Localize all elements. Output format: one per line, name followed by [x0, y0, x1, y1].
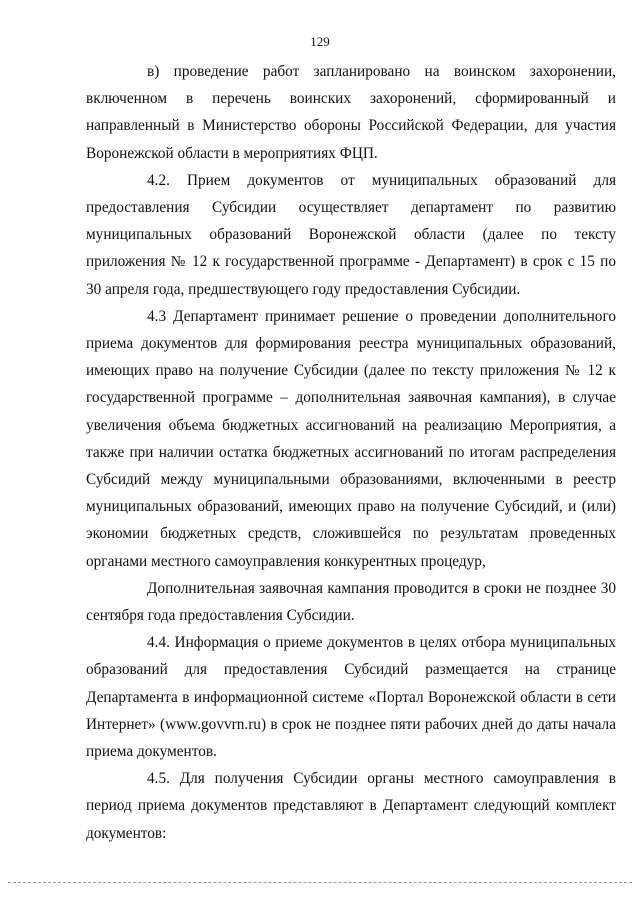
document-body [86, 58, 616, 847]
paragraph-4-4: 4.4. Информация о приеме документов в целях отбора муниципальных образований для предоставления Субсидий размещается на странице Департамента в информационной системе «Портал Воронежской области в сети Интернет» (www.govvrn.ru) в срок не позднее пяти рабочих дней до даты начала приема документов. [86, 634, 616, 761]
paragraph-4-2: 4.2. Прием документов от муниципальных образований для предоставления Субсидии осуществляет департамент по развитию муниципальных образований Воронежской области (далее по тексту приложения № 12 к государственной программе - Департамент) в срок с 15 по 30 апреля года, предшествующего году предоставления Субсидии. [86, 171, 616, 298]
page-number: 129 [310, 34, 330, 49]
footer-divider [8, 882, 632, 883]
paragraph-additional-campaign: Дополнительная заявочная кампания проводится в сроки не позднее 30 сентября года предоставления Субсидии. [86, 579, 616, 625]
paragraph-4-5: 4.5. Для получения Субсидии органы местного самоуправления в период приема документов представляют в Департамент следующий комплект документов: [86, 770, 616, 842]
paragraph-item-v: в) проведение работ запланировано на воинском захоронении, включенном в перечень воинских захоронений, сформированный и направленный в Министерство обороны Российской Федерации, для участия Воронежской области в мероприятиях ФЦП. [86, 63, 616, 162]
paragraph-4-3: 4.3 Департамент принимает решение о проведении дополнительного приема документов для формирования реестра муниципальных образований, имеющих право на получение Субсидии (далее по тексту приложения № 12 к государственной программе – дополнительная заявочная кампания), в случае увеличения объема бюджетных ассигнований на реализацию Мероприятия, а также при наличии остатка бюджетных ассигнований по итогам распределения Субсидий между муниципальными образованиями, включенными в реестр муниципальных образований, имеющих право на получение Субсидий, и (или) экономии бюджетных средств, сложившейся по результатам проведенных органами местного самоуправления конкурентных процедур, [86, 307, 616, 570]
